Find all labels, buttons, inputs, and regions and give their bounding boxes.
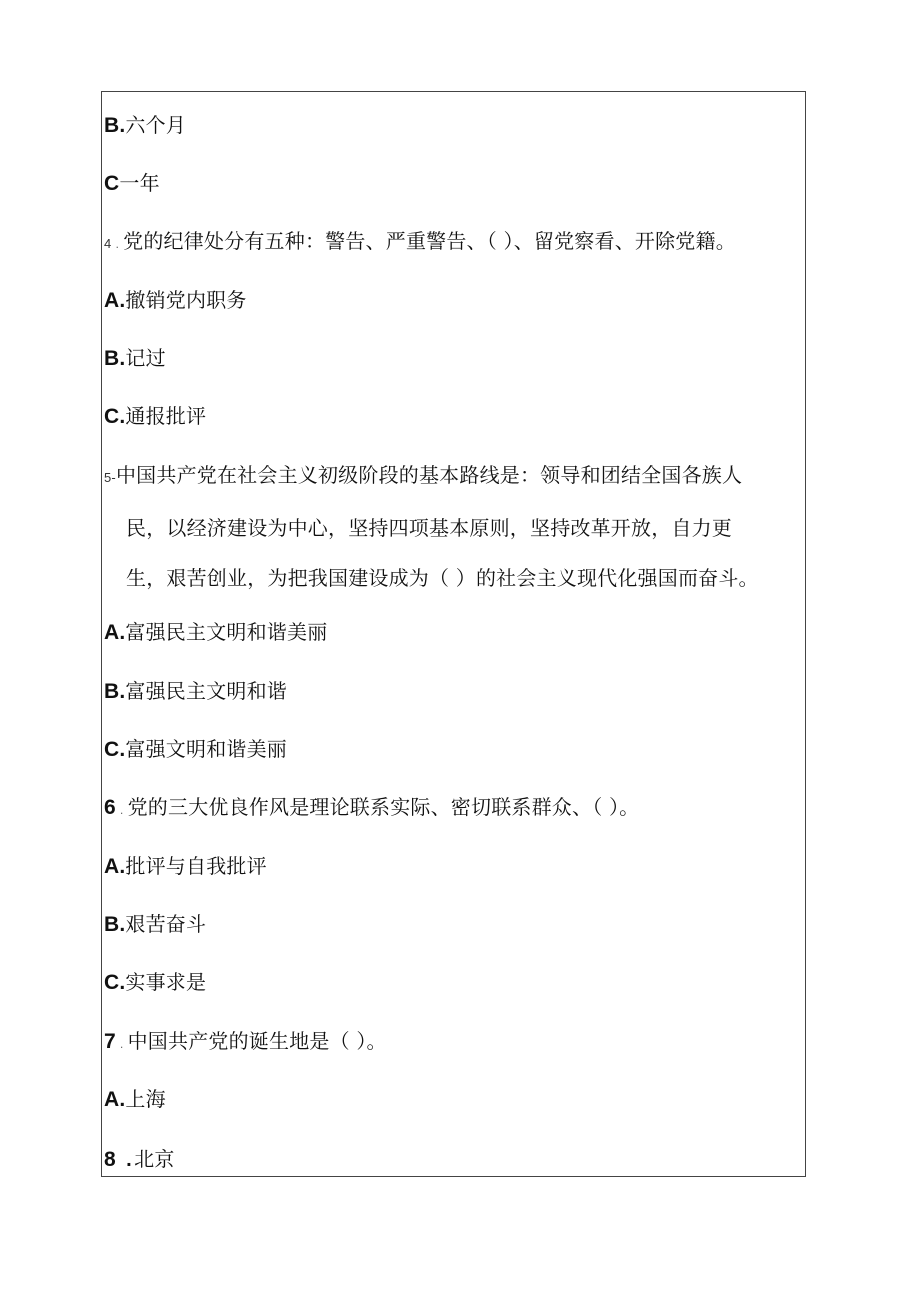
option-text: 艰苦奋斗	[125, 912, 207, 936]
option-letter: A.	[104, 621, 126, 644]
q5-option-b	[104, 677, 287, 706]
option-text: 富强文明和谐美丽	[125, 737, 288, 761]
item-8-beijing	[104, 1145, 175, 1175]
question-number: 8	[104, 1148, 116, 1171]
q5-option-a	[104, 618, 327, 647]
option-letter: A.	[104, 855, 126, 878]
question-text: 中国共产党在社会主义初级阶段的基本路线是：领导和团结全国各族人	[115, 463, 743, 487]
question-4	[104, 227, 736, 259]
question-separator: .	[119, 1038, 124, 1051]
option-text: 富强民主文明和谐美丽	[125, 620, 328, 644]
option-text: 一年	[119, 171, 160, 195]
option-text: 六个月	[125, 113, 187, 137]
question-number: 7	[104, 1030, 116, 1053]
q6-option-a	[104, 852, 267, 881]
question-line-1	[104, 461, 794, 492]
question-separator: .	[115, 238, 120, 251]
option-text: 北京	[134, 1147, 175, 1171]
option-text: 实事求是	[125, 970, 207, 994]
option-c-one-year	[104, 169, 160, 198]
option-letter: B.	[104, 114, 126, 137]
q5-option-c	[104, 735, 287, 764]
q4-option-c	[104, 402, 206, 431]
question-separator: .	[125, 1151, 133, 1170]
q6-option-b	[104, 910, 206, 939]
option-letter: C.	[104, 971, 126, 994]
option-letter: C.	[104, 738, 126, 761]
option-letter: B.	[104, 347, 126, 370]
q4-option-a	[104, 286, 247, 315]
option-letter: A.	[104, 289, 126, 312]
question-number: 4	[104, 236, 112, 251]
question-number: 6	[104, 796, 116, 819]
question-7	[104, 1027, 387, 1059]
question-line-3: 生，艰苦创业，为把我国建设成为（ ）的社会主义现代化强国而奋斗。	[126, 566, 759, 590]
question-text: 党的纪律处分有五种：警告、严重警告、（ ）、留党察看、开除党籍。	[123, 229, 736, 253]
option-text: 撤销党内职务	[125, 288, 247, 312]
question-line-2: 民，以经济建设为中心，坚持四项基本原则，坚持改革开放，自力更	[126, 516, 732, 540]
question-separator: .	[119, 804, 124, 817]
q6-option-c	[104, 968, 206, 997]
option-letter: C	[104, 172, 120, 195]
question-number: 5-	[104, 470, 116, 485]
q4-option-b	[104, 344, 166, 373]
option-letter: B.	[104, 680, 126, 703]
option-text: 记过	[125, 346, 166, 370]
option-letter: C.	[104, 405, 126, 428]
q7-option-a	[104, 1085, 166, 1114]
option-text: 富强民主文明和谐	[125, 679, 288, 703]
option-letter: B.	[104, 913, 126, 936]
question-6	[104, 793, 639, 825]
option-text: 批评与自我批评	[125, 854, 267, 878]
option-b-six-months	[104, 111, 186, 140]
question-5	[104, 461, 794, 592]
option-text: 上海	[125, 1087, 166, 1111]
question-text: 党的三大优良作风是理论联系实际、密切联系群众、（ ）。	[127, 795, 640, 819]
option-text: 通报批评	[125, 404, 207, 428]
option-letter: A.	[104, 1088, 126, 1111]
question-text: 中国共产党的诞生地是（ ）。	[127, 1029, 387, 1053]
